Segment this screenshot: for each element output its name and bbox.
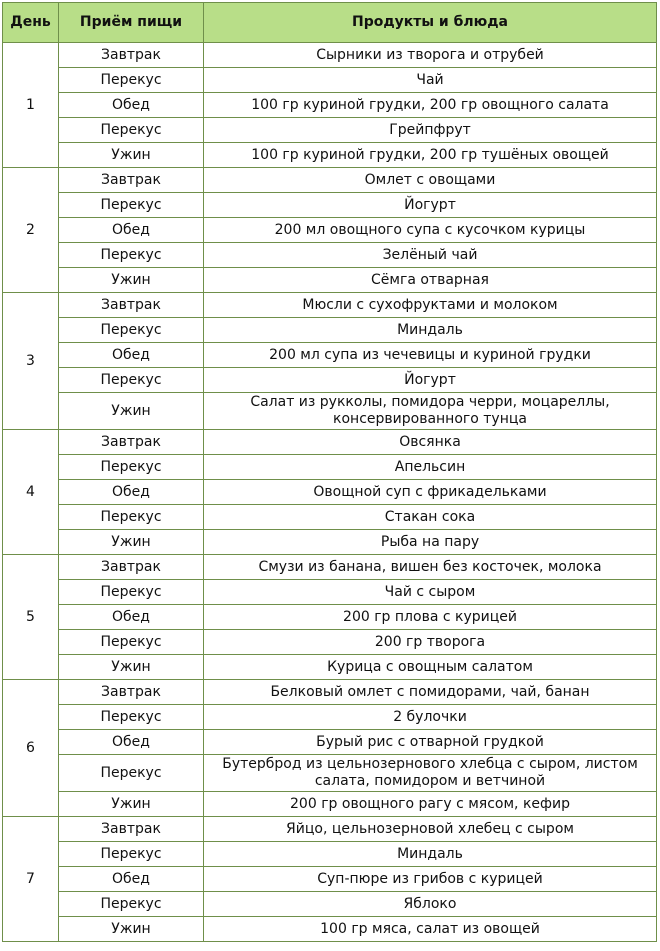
table-row — [3, 530, 657, 555]
day-number-cell: 4 — [3, 430, 59, 555]
table-row — [3, 605, 657, 630]
food-cell: Апельсин — [204, 455, 657, 480]
food-cell: Йогурт — [204, 368, 657, 393]
table-row — [3, 817, 657, 842]
table-row — [3, 118, 657, 143]
meal-cell: Перекус — [59, 193, 204, 218]
food-cell: Чай — [204, 68, 657, 93]
food-cell: Суп-пюре из грибов с курицей — [204, 867, 657, 892]
meal-cell: Перекус — [59, 842, 204, 867]
table-row — [3, 68, 657, 93]
food-cell: Смузи из банана, вишен без косточек, молока — [204, 555, 657, 580]
header-meal: Приём пищи — [59, 3, 204, 43]
meal-cell: Перекус — [59, 705, 204, 730]
table-row — [3, 143, 657, 168]
food-cell: Омлет с овощами — [204, 168, 657, 193]
meal-cell: Перекус — [59, 68, 204, 93]
table-row — [3, 43, 657, 68]
table-row — [3, 755, 657, 792]
table-row — [3, 630, 657, 655]
table-row — [3, 705, 657, 730]
food-cell: 100 гр куриной грудки, 200 гр тушёных овощей — [204, 143, 657, 168]
day-number-cell: 1 — [3, 43, 59, 168]
table-row — [3, 293, 657, 318]
table-row — [3, 268, 657, 293]
meal-cell: Обед — [59, 605, 204, 630]
food-cell: Миндаль — [204, 318, 657, 343]
day-number-cell: 2 — [3, 168, 59, 293]
meal-cell: Ужин — [59, 792, 204, 817]
food-cell: Яйцо, цельнозерновой хлебец с сыром — [204, 817, 657, 842]
meal-cell: Завтрак — [59, 430, 204, 455]
meal-cell: Перекус — [59, 243, 204, 268]
food-cell: Рыба на пару — [204, 530, 657, 555]
table-row — [3, 455, 657, 480]
table-row — [3, 318, 657, 343]
meal-cell: Перекус — [59, 892, 204, 917]
meal-cell: Ужин — [59, 655, 204, 680]
table-row — [3, 655, 657, 680]
meal-cell: Завтрак — [59, 555, 204, 580]
table-row — [3, 193, 657, 218]
food-cell: Овсянка — [204, 430, 657, 455]
food-cell: Чай с сыром — [204, 580, 657, 605]
table-row — [3, 168, 657, 193]
food-cell: 100 гр мяса, салат из овощей — [204, 917, 657, 942]
table-row — [3, 93, 657, 118]
meal-cell: Завтрак — [59, 817, 204, 842]
table-body — [3, 43, 657, 942]
meal-plan-table — [2, 2, 657, 942]
meal-cell: Перекус — [59, 630, 204, 655]
food-cell: Стакан сока — [204, 505, 657, 530]
meal-cell: Перекус — [59, 755, 204, 792]
table-row — [3, 867, 657, 892]
food-cell: Сырники из творога и отрубей — [204, 43, 657, 68]
table-row — [3, 393, 657, 430]
table-row — [3, 505, 657, 530]
food-cell: 100 гр куриной грудки, 200 гр овощного салата — [204, 93, 657, 118]
table-row — [3, 368, 657, 393]
table-row — [3, 842, 657, 867]
food-cell: Яблоко — [204, 892, 657, 917]
meal-cell: Ужин — [59, 268, 204, 293]
food-cell: Миндаль — [204, 842, 657, 867]
day-number-cell: 7 — [3, 817, 59, 942]
food-cell: 200 гр творога — [204, 630, 657, 655]
food-cell: 200 гр плова с курицей — [204, 605, 657, 630]
table-header-row — [3, 3, 657, 43]
meal-cell: Ужин — [59, 393, 204, 430]
table-row — [3, 555, 657, 580]
meal-cell: Завтрак — [59, 680, 204, 705]
table-row — [3, 343, 657, 368]
meal-cell: Перекус — [59, 505, 204, 530]
table-row — [3, 680, 657, 705]
meal-cell: Ужин — [59, 143, 204, 168]
food-cell: Белковый омлет с помидорами, чай, банан — [204, 680, 657, 705]
day-number-cell: 6 — [3, 680, 59, 817]
table-row — [3, 480, 657, 505]
meal-cell: Ужин — [59, 917, 204, 942]
meal-cell: Обед — [59, 480, 204, 505]
food-cell: 200 мл супа из чечевицы и куриной грудки — [204, 343, 657, 368]
food-cell: Бутерброд из цельнозернового хлебца с сыром, листом салата, помидором и ветчиной — [204, 755, 657, 792]
meal-cell: Завтрак — [59, 168, 204, 193]
meal-cell: Обед — [59, 343, 204, 368]
meal-cell: Перекус — [59, 455, 204, 480]
header-food: Продукты и блюда — [204, 3, 657, 43]
meal-cell: Завтрак — [59, 43, 204, 68]
food-cell: Сёмга отварная — [204, 268, 657, 293]
meal-cell: Перекус — [59, 580, 204, 605]
table-row — [3, 430, 657, 455]
meal-cell: Обед — [59, 867, 204, 892]
table-row — [3, 243, 657, 268]
table-row — [3, 580, 657, 605]
food-cell: Курица с овощным салатом — [204, 655, 657, 680]
day-number-cell: 3 — [3, 293, 59, 430]
meal-cell: Завтрак — [59, 293, 204, 318]
meal-cell: Обед — [59, 730, 204, 755]
meal-cell: Ужин — [59, 530, 204, 555]
meal-cell: Перекус — [59, 318, 204, 343]
table-row — [3, 218, 657, 243]
table-row — [3, 792, 657, 817]
food-cell: 2 булочки — [204, 705, 657, 730]
food-cell: Бурый рис с отварной грудкой — [204, 730, 657, 755]
meal-cell: Перекус — [59, 118, 204, 143]
food-cell: Овощной суп с фрикадельками — [204, 480, 657, 505]
food-cell: Мюсли с сухофруктами и молоком — [204, 293, 657, 318]
table-row — [3, 730, 657, 755]
food-cell: Йогурт — [204, 193, 657, 218]
day-number-cell: 5 — [3, 555, 59, 680]
food-cell: Зелёный чай — [204, 243, 657, 268]
table-row — [3, 892, 657, 917]
food-cell: Салат из рукколы, помидора черри, моцареллы, консервированного тунца — [204, 393, 657, 430]
food-cell: 200 мл овощного супа с кусочком курицы — [204, 218, 657, 243]
meal-cell: Перекус — [59, 368, 204, 393]
food-cell: Грейпфрут — [204, 118, 657, 143]
meal-cell: Обед — [59, 218, 204, 243]
food-cell: 200 гр овощного рагу с мясом, кефир — [204, 792, 657, 817]
meal-cell: Обед — [59, 93, 204, 118]
table-row — [3, 917, 657, 942]
header-day: День — [3, 3, 59, 43]
